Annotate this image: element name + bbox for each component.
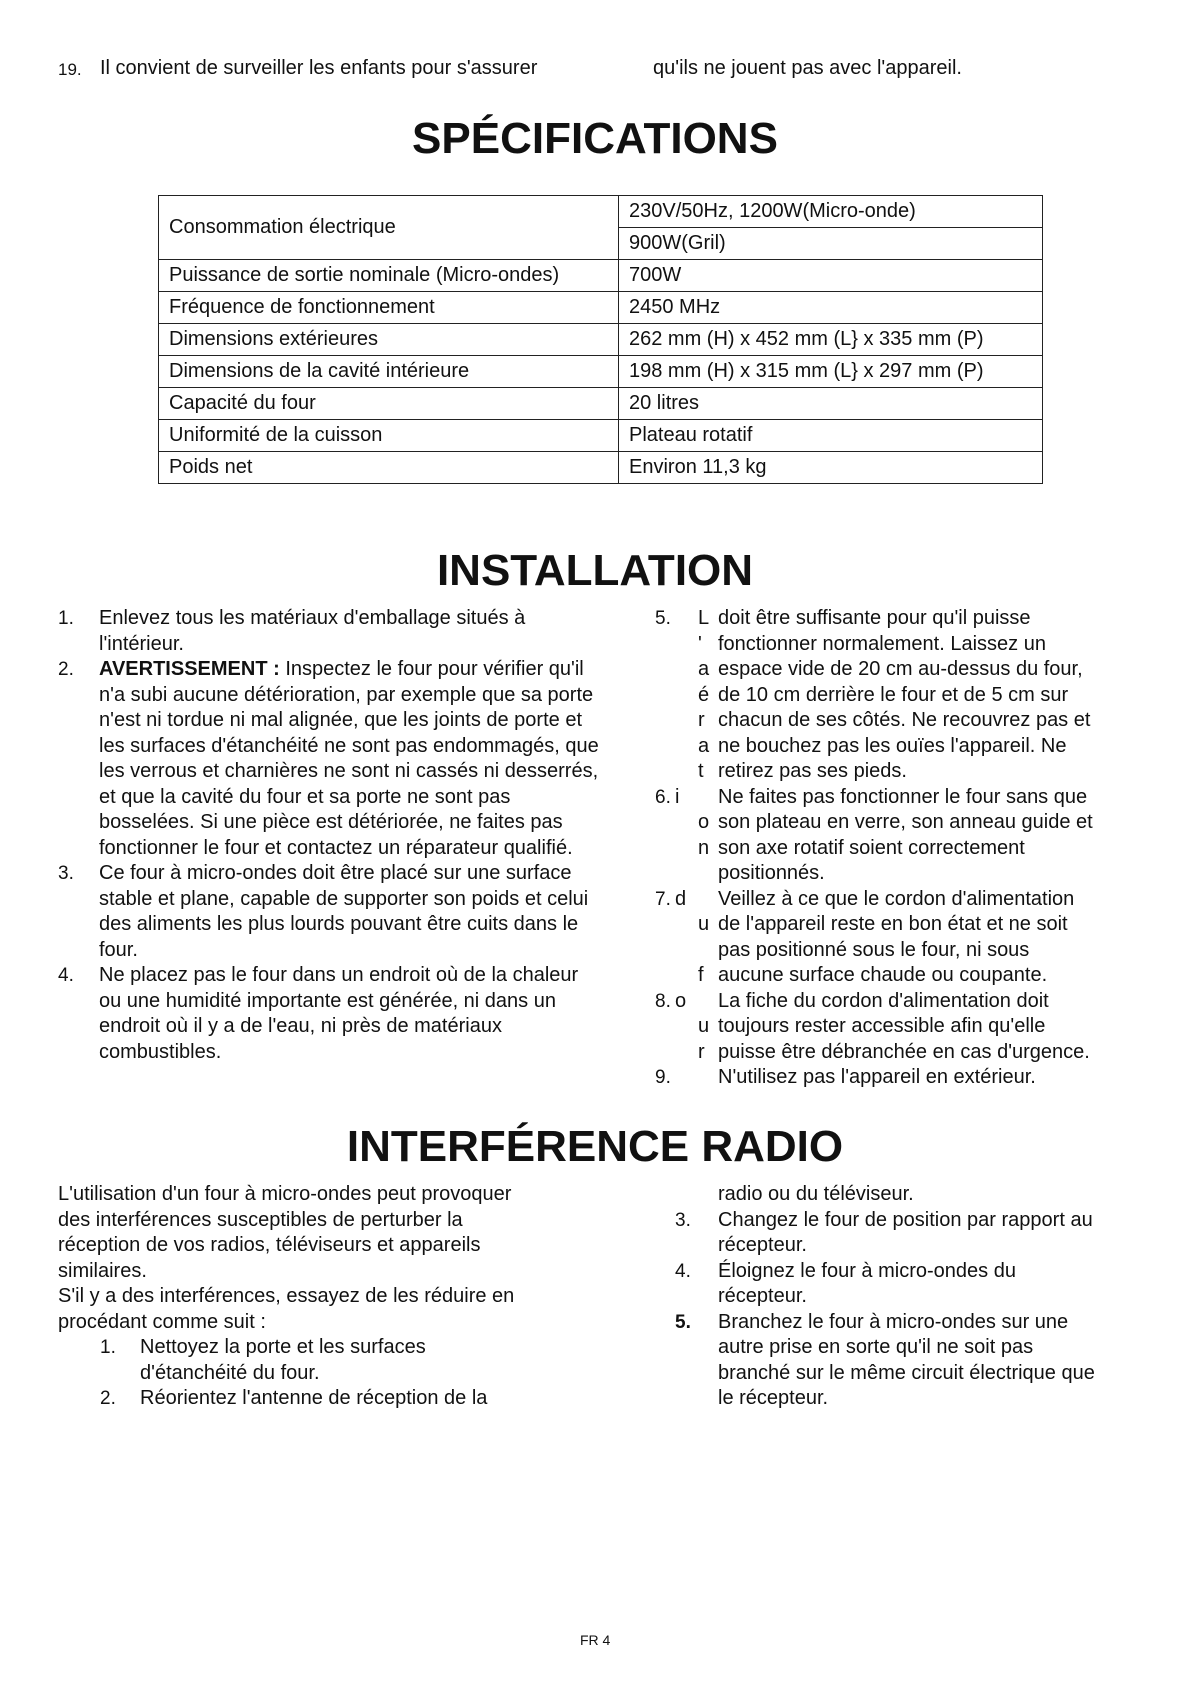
list-item-line: autre prise en sorte qu'il ne soit pas <box>718 1336 1034 1358</box>
table-row <box>159 292 1043 324</box>
table-row <box>159 452 1043 484</box>
stray-letter: ' <box>698 632 702 655</box>
list-item-line: bosselées. Si une pièce est détériorée, ne faites pas <box>99 811 563 833</box>
list-item-line: n'a subi aucune détérioration, par exemple que sa porte <box>99 683 594 706</box>
radio-right-column <box>655 1182 1185 1422</box>
spec-value: 2450 MHz <box>619 292 1043 324</box>
list-item-line: son axe rotatif soient correctement <box>718 836 1025 859</box>
item-19-text: Il convient de surveiller les enfants pour s'assurer <box>100 57 538 79</box>
radio-heading: INTERFÉRENCE RADIO <box>346 1122 844 1171</box>
spec-label: Consommation électrique <box>159 196 619 260</box>
list-item-line: endroit où il y a de l'eau, ni près de matériaux <box>99 1015 502 1037</box>
list-item-line: pas positionné sous le four, ni sous <box>718 938 1030 961</box>
stray-letter: f <box>698 964 704 986</box>
list-item-number: 1. <box>58 608 74 629</box>
installation-left-column <box>58 606 658 1076</box>
list-item-line: doit être suffisante pour qu'il puisse <box>718 607 1031 629</box>
list-item-number: 5. <box>675 1311 691 1333</box>
stray-letter: o <box>675 989 687 1012</box>
list-item-line: Réorientez l'antenne de réception de la <box>140 1387 488 1409</box>
list-item-number: 9. <box>655 1067 671 1088</box>
table-row <box>159 196 1043 228</box>
list-item-line: Éloignez le four à micro-ondes du <box>718 1259 1016 1282</box>
list-item-line: espace vide de 20 cm au-dessus du four, <box>718 658 1083 680</box>
spec-label: Puissance de sortie nominale (Micro-ondes) <box>159 260 619 292</box>
list-item-line: ou une humidité importante est générée, ni dans un <box>99 989 556 1012</box>
list-item-line: de l'appareil reste en bon état et ne soit <box>718 913 1068 935</box>
list-item-line: son plateau en verre, son anneau guide et <box>718 811 1093 833</box>
spec-value: 230V/50Hz, 1200W(Micro-onde) <box>619 196 1043 228</box>
item-19-text-continued: qu'ils ne jouent pas avec l'appareil. <box>653 57 962 79</box>
list-item-line: stable et plane, capable de supporter son poids et celui <box>99 887 589 910</box>
spec-label: Dimensions de la cavité intérieure <box>159 356 619 388</box>
table-row <box>159 260 1043 292</box>
table-row <box>159 420 1043 452</box>
list-item-line: de 10 cm derrière le four et de 5 cm sur <box>718 683 1069 706</box>
page-number: FR 4 <box>580 1632 611 1648</box>
list-item-number: 5. <box>655 608 671 629</box>
list-item-line: La fiche du cordon d'alimentation doit <box>718 989 1049 1012</box>
stray-letter: n <box>698 836 710 859</box>
list-item-line: fonctionner normalement. Laissez un <box>718 632 1046 655</box>
list-item-line: récepteur. <box>718 1285 807 1307</box>
radio-left-column <box>58 1182 648 1422</box>
spec-value: 198 mm (H) x 315 mm (L} x 297 mm (P) <box>619 356 1043 388</box>
list-item-number: 6. <box>655 786 671 808</box>
list-item-line: Ne faites pas fonctionner le four sans que <box>718 785 1088 808</box>
list-item-line: et que la cavité du four et sa porte ne sont pas <box>99 785 511 808</box>
list-item-line: positionnés. <box>718 862 825 884</box>
spec-label: Fréquence de fonctionnement <box>159 292 619 324</box>
list-item-line: Ne placez pas le four dans un endroit où de la chaleur <box>99 964 579 986</box>
list-item-line: Branchez le four à micro-ondes sur une <box>718 1310 1069 1333</box>
list-item-line: N'utilisez pas l'appareil en extérieur. <box>718 1066 1036 1088</box>
list-item-number: 7. <box>655 888 671 910</box>
list-item-number: 4. <box>58 965 74 986</box>
paragraph-line: réception de vos radios, téléviseurs et appareils <box>58 1234 481 1256</box>
table-row <box>159 388 1043 420</box>
paragraph-line: similaires. <box>58 1259 147 1282</box>
stray-letter: u <box>698 913 710 935</box>
stray-letter: t <box>698 760 704 782</box>
list-item-line: des aliments les plus lourds pouvant être cuits dans le <box>99 913 579 935</box>
list-item-number: 2. <box>100 1388 116 1409</box>
spec-value: Environ 11,3 kg <box>619 452 1043 484</box>
list-item-line: four. <box>99 938 138 961</box>
list-item-line: d'étanchéité du four. <box>140 1361 320 1384</box>
spec-value: 700W <box>619 260 1043 292</box>
paragraph-line: S'il y a des interférences, essayez de les réduire en <box>58 1285 515 1307</box>
specifications-table <box>158 195 1043 484</box>
spec-label: Capacité du four <box>159 388 619 420</box>
spec-value: 900W(Gril) <box>619 228 1043 260</box>
list-item-line: chacun de ses côtés. Ne recouvrez pas et <box>718 709 1091 731</box>
stray-letter: i <box>675 785 680 808</box>
list-item-line <box>99 657 584 683</box>
spec-label: Poids net <box>159 452 619 484</box>
list-item-number: 3. <box>675 1209 691 1231</box>
paragraph-line: L'utilisation d'un four à micro-ondes peut provoquer <box>58 1183 512 1205</box>
item-19-number: 19. <box>58 60 82 79</box>
list-item-line: Nettoyez la porte et les surfaces <box>140 1336 426 1358</box>
stray-letter: é <box>698 683 710 706</box>
list-item-line: le récepteur. <box>718 1387 829 1409</box>
stray-letter: o <box>698 811 710 833</box>
installation-heading: INSTALLATION <box>436 546 754 595</box>
stray-letter: d <box>675 887 687 910</box>
stray-letter: r <box>698 1040 705 1063</box>
warning-label: AVERTISSEMENT : <box>99 658 280 680</box>
list-item-number: 1. <box>100 1337 116 1358</box>
list-item-line: aucune surface chaude ou coupante. <box>718 964 1048 986</box>
list-item-line: les surfaces d'étanchéité ne sont pas endommagés, que <box>99 734 599 757</box>
stray-letter: a <box>698 658 710 680</box>
paragraph-line: des interférences susceptibles de perturber la <box>58 1208 463 1231</box>
stray-letter: L <box>698 607 710 629</box>
list-item-line: toujours rester accessible afin qu'elle <box>718 1015 1046 1037</box>
list-item-line: les verrous et charnières ne sont ni cassés ni desserrés, <box>99 760 599 782</box>
spec-label: Dimensions extérieures <box>159 324 619 356</box>
spec-value: 262 mm (H) x 452 mm (L} x 335 mm (P) <box>619 324 1043 356</box>
list-item-line: ne bouchez pas les ouïes l'appareil. Ne <box>718 734 1067 757</box>
table-row <box>159 324 1043 356</box>
list-item-line: Enlevez tous les matériaux d'emballage situés à <box>99 607 526 629</box>
list-item-line: n'est ni tordue ni mal alignée, que les joints de porte et <box>99 709 583 731</box>
specifications-heading: SPÉCIFICATIONS <box>412 114 778 163</box>
list-item-text: Inspectez le four pour vérifier qu'il <box>285 658 584 680</box>
paragraph-line: procédant comme suit : <box>58 1310 266 1333</box>
list-item-line: Ce four à micro-ondes doit être placé sur une surface <box>99 862 572 884</box>
list-item-line: branché sur le même circuit électrique que <box>718 1361 1095 1384</box>
spec-value: Plateau rotatif <box>619 420 1043 452</box>
list-item-number: 4. <box>675 1260 691 1282</box>
table-row <box>159 356 1043 388</box>
list-item-line: retirez pas ses pieds. <box>718 760 907 782</box>
list-item-line: récepteur. <box>718 1234 807 1256</box>
list-item-line: radio ou du téléviseur. <box>718 1183 914 1205</box>
stray-letter: r <box>698 709 705 731</box>
spec-label: Uniformité de la cuisson <box>159 420 619 452</box>
stray-letter: a <box>698 734 710 757</box>
list-item-line: puisse être débranchée en cas d'urgence. <box>718 1040 1090 1063</box>
stray-letter: u <box>698 1015 710 1037</box>
list-item-line: Veillez à ce que le cordon d'alimentation <box>718 887 1075 910</box>
spec-value: 20 litres <box>619 388 1043 420</box>
installation-right-column <box>655 606 1185 1096</box>
list-item-line: l'intérieur. <box>99 632 184 655</box>
list-item-line: fonctionner le four et contactez un réparateur qualifié. <box>99 836 573 859</box>
list-item-number: 2. <box>58 659 74 680</box>
list-item-line: Changez le four de position par rapport au <box>718 1208 1093 1231</box>
list-item-number: 8. <box>655 990 671 1012</box>
list-item-number: 3. <box>58 863 74 884</box>
list-item-line: combustibles. <box>99 1040 222 1063</box>
